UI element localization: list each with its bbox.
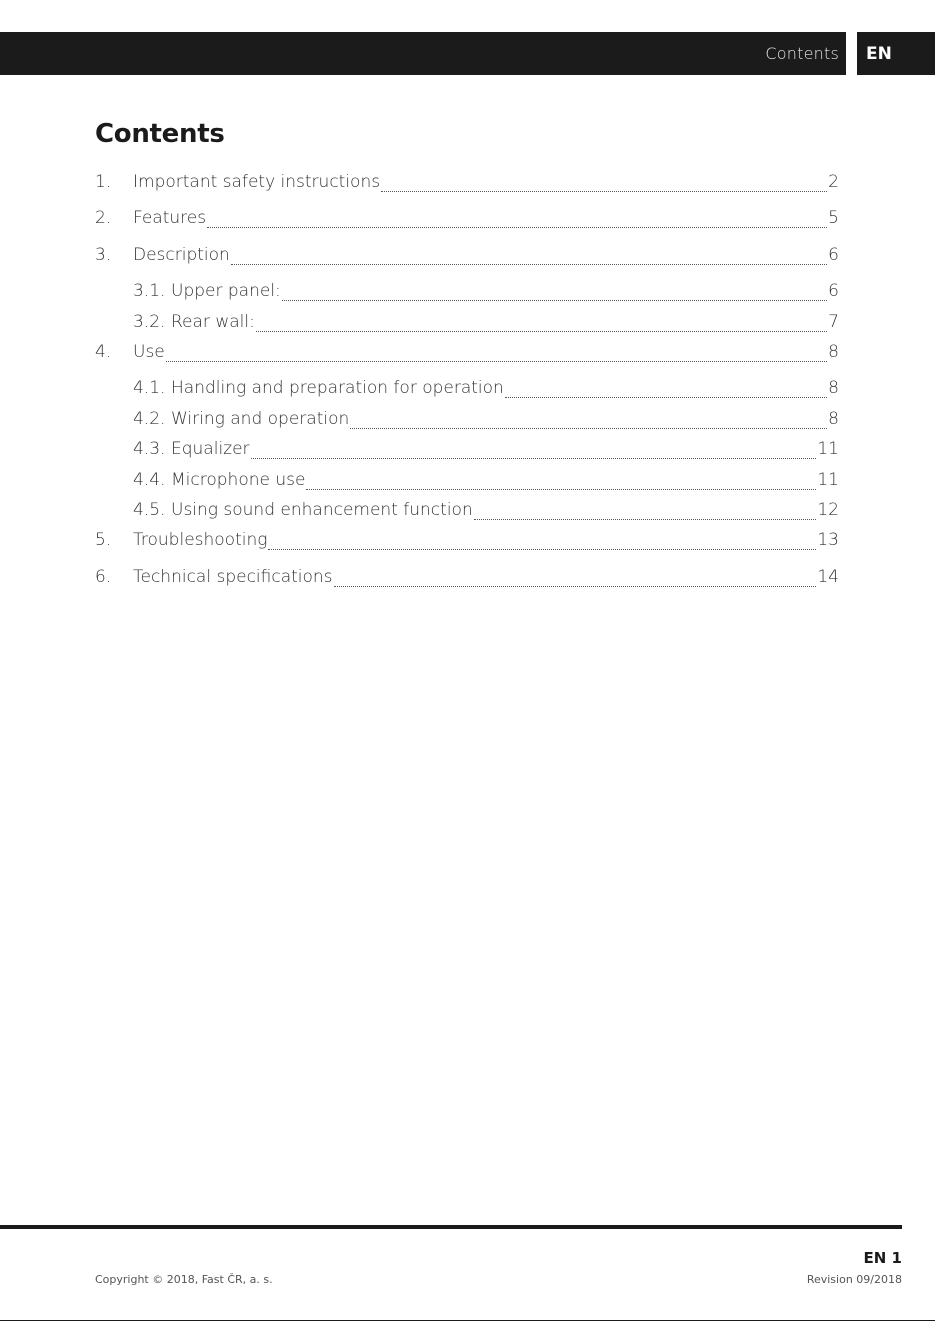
toc-leader-dots bbox=[207, 227, 827, 228]
toc-entry-4[interactable] bbox=[95, 342, 839, 368]
toc-entry-2[interactable] bbox=[95, 208, 839, 234]
toc-number: 4.3. bbox=[133, 439, 166, 459]
toc-page-number: 5 bbox=[828, 208, 839, 228]
bottom-divider bbox=[0, 1320, 935, 1321]
toc-page-number: 8 bbox=[828, 409, 839, 429]
toc-leader-dots bbox=[282, 300, 827, 301]
toc-entry-3[interactable] bbox=[95, 245, 839, 271]
toc-page-number: 8 bbox=[828, 378, 839, 398]
toc-number: 3.2. bbox=[133, 312, 166, 332]
toc-label: Troubleshooting bbox=[133, 530, 268, 550]
toc-number: 4.5. bbox=[133, 500, 166, 520]
toc-page-number: 14 bbox=[817, 567, 839, 587]
toc-number: 5. bbox=[95, 530, 112, 550]
toc-leader-dots bbox=[334, 586, 817, 587]
toc-label: Features bbox=[133, 208, 207, 228]
footer-copyright: Copyright © 2018, Fast ČR, a. s. bbox=[95, 1273, 273, 1286]
header-section-title: Contents bbox=[765, 44, 839, 63]
toc-entry-1[interactable] bbox=[95, 172, 839, 198]
toc-number: 2. bbox=[95, 208, 112, 228]
toc-leader-dots bbox=[251, 458, 817, 459]
toc-number: 3. bbox=[95, 245, 112, 265]
toc-leader-dots bbox=[381, 191, 827, 192]
language-tab: EN bbox=[857, 32, 935, 75]
toc-number: 4.1. bbox=[133, 378, 166, 398]
toc-entry-5[interactable] bbox=[95, 530, 839, 556]
toc-leader-dots bbox=[166, 361, 827, 362]
toc-label: Equalizer bbox=[171, 439, 250, 459]
toc-page-number: 6 bbox=[828, 281, 839, 301]
toc-leader-dots bbox=[505, 397, 827, 398]
toc-entry-4-3[interactable] bbox=[95, 439, 839, 465]
toc-leader-dots bbox=[268, 549, 816, 550]
toc-entry-4-1[interactable] bbox=[95, 378, 839, 404]
toc-number: 6. bbox=[95, 567, 112, 587]
toc-label: Upper panel: bbox=[171, 281, 281, 301]
header-bar bbox=[0, 32, 846, 75]
toc-entry-3-2[interactable] bbox=[95, 312, 839, 338]
toc-label: Using sound enhancement function bbox=[171, 500, 473, 520]
toc-label: Microphone use bbox=[171, 470, 306, 490]
toc-page-number: 11 bbox=[817, 470, 839, 490]
footer-page-number: EN 1 bbox=[863, 1249, 902, 1267]
toc-label: Rear wall: bbox=[171, 312, 255, 332]
toc-page-number: 13 bbox=[817, 530, 839, 550]
toc-number: 4.2. bbox=[133, 409, 166, 429]
page-title: Contents bbox=[95, 119, 225, 149]
toc-page-number: 11 bbox=[817, 439, 839, 459]
toc-label: Description bbox=[133, 245, 230, 265]
toc-number: 1. bbox=[95, 172, 112, 192]
toc-entry-4-5[interactable] bbox=[95, 500, 839, 526]
toc-entry-4-4[interactable] bbox=[95, 470, 839, 496]
toc-leader-dots bbox=[350, 428, 827, 429]
toc-leader-dots bbox=[256, 331, 827, 332]
footer-revision: Revision 09/2018 bbox=[806, 1273, 902, 1286]
toc-label: Use bbox=[133, 342, 165, 362]
toc-label: Wiring and operation bbox=[171, 409, 350, 429]
toc-page-number: 6 bbox=[828, 245, 839, 265]
toc-page-number: 7 bbox=[828, 312, 839, 332]
toc-entry-6[interactable] bbox=[95, 567, 839, 593]
toc-leader-dots bbox=[474, 519, 817, 520]
toc-number: 3.1. bbox=[133, 281, 166, 301]
footer-rule bbox=[0, 1225, 902, 1229]
toc-page-number: 8 bbox=[828, 342, 839, 362]
toc-entry-3-1[interactable] bbox=[95, 281, 839, 307]
toc-label: Technical specifications bbox=[133, 567, 333, 587]
toc-leader-dots bbox=[231, 264, 827, 265]
toc-label: Important safety instructions bbox=[133, 172, 381, 192]
toc-entry-4-2[interactable] bbox=[95, 409, 839, 435]
toc-page-number: 2 bbox=[828, 172, 839, 192]
toc-number: 4.4. bbox=[133, 470, 166, 490]
toc-label: Handling and preparation for operation bbox=[171, 378, 504, 398]
toc-number: 4. bbox=[95, 342, 112, 362]
toc-leader-dots bbox=[306, 489, 816, 490]
toc-page-number: 12 bbox=[817, 500, 839, 520]
